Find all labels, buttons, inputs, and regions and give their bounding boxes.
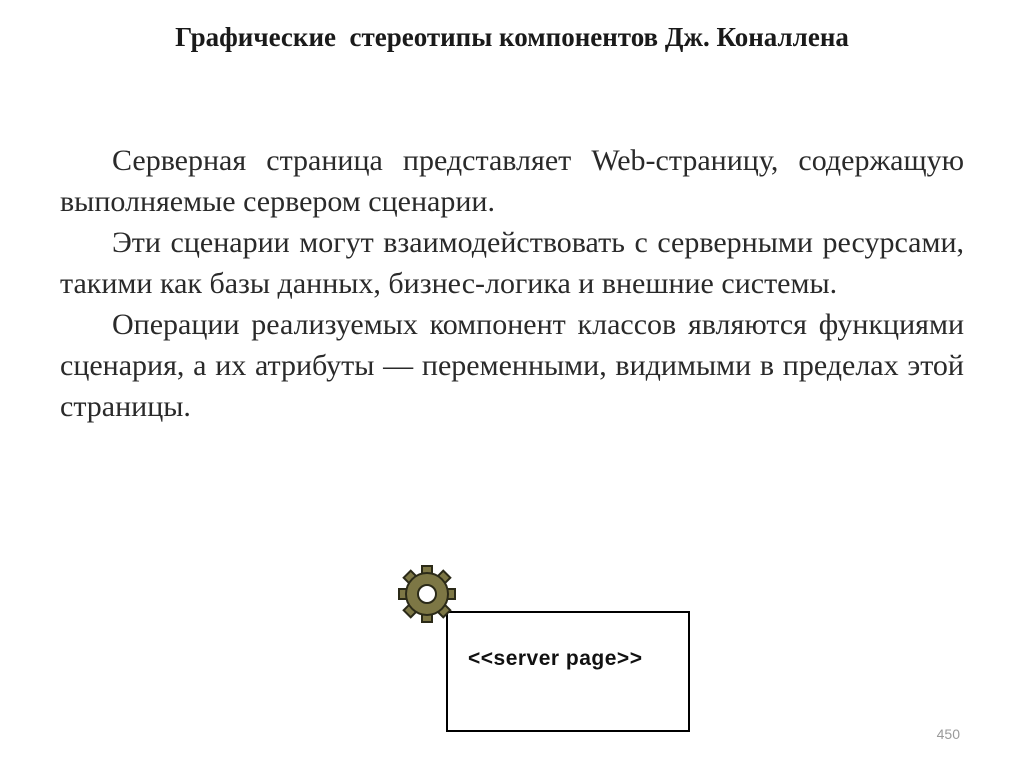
gear-hole — [418, 585, 436, 603]
stereotype-label: <<server page>> — [468, 647, 643, 670]
paragraph-scripts: Эти сценарии могут взаимодействовать с серверными ресурсами, такими как базы данных, бизнес-логика и внешние системы. — [60, 226, 964, 300]
server-page-diagram — [380, 560, 720, 750]
gear-icon — [397, 564, 457, 624]
paragraph-server-page: Серверная страница представляет Web-страницу, содержащую выполняемые сервером сценарии. — [60, 144, 964, 218]
server-page-box — [446, 611, 690, 732]
slide-title: Графические стереотипы компонентов Дж. Коналлена — [175, 22, 849, 52]
page-number: 450 — [936, 726, 960, 742]
paragraph-operations: Операции реализуемых компонент классов являются функциями сценария, а их атрибуты — переменными, видимыми в пределах этой страницы. — [60, 308, 964, 423]
body-text — [60, 140, 964, 427]
